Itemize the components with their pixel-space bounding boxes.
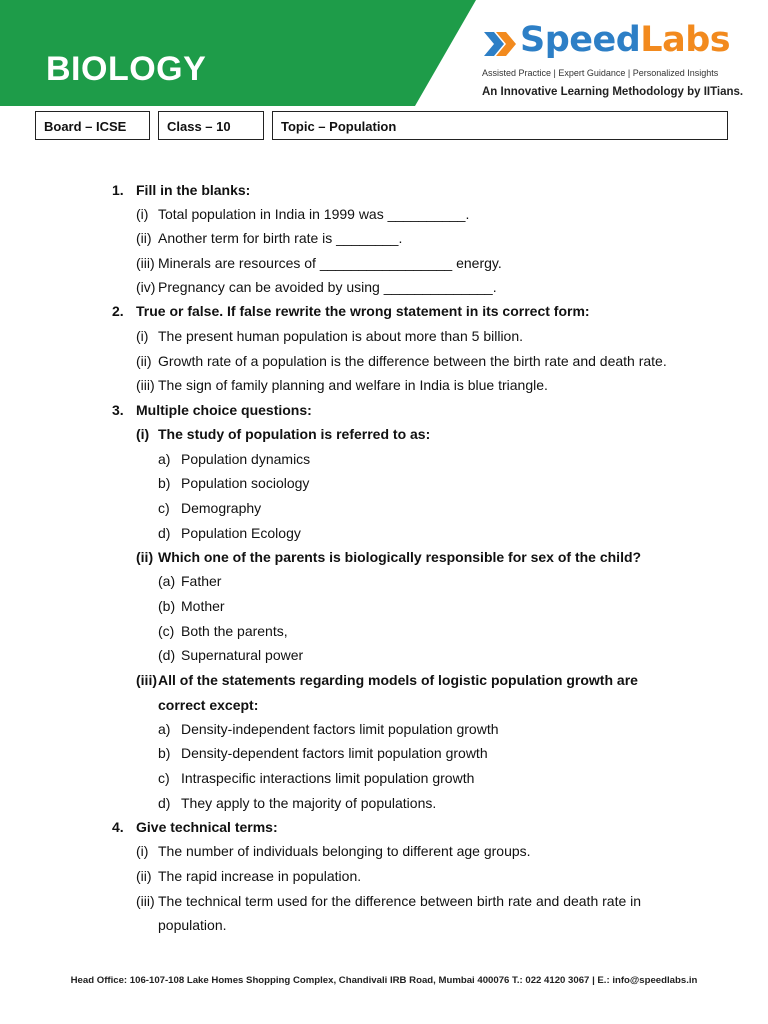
footer-address: Head Office: 106-107-108 Lake Homes Shopping Complex, Chandivali IRB Road, Mumbai 400076 T.: 022 4120 3067 | E.: info@speedlabs.in [70, 975, 698, 986]
speedlabs-chevron-icon [482, 24, 520, 64]
logo-labs: Labs [640, 20, 731, 60]
subject-title: BIOLOGY [46, 50, 207, 88]
topic-box: Topic – Population [272, 111, 728, 140]
logo-wordmark [520, 20, 730, 60]
mcq-3-continuation: correct except: [158, 697, 259, 713]
question-4-item-continuation: population. [158, 917, 227, 933]
logo-subtagline: An Innovative Learning Methodology by IITians. [482, 86, 744, 98]
speedlabs-logo [482, 20, 744, 104]
board-box: Board – ICSE [35, 111, 150, 140]
logo-speed: Speed [520, 20, 641, 60]
header-band [0, 0, 768, 106]
class-box: Class – 10 [158, 111, 264, 140]
logo-tagline: Assisted Practice | Expert Guidance | Personalized Insights [482, 68, 719, 78]
